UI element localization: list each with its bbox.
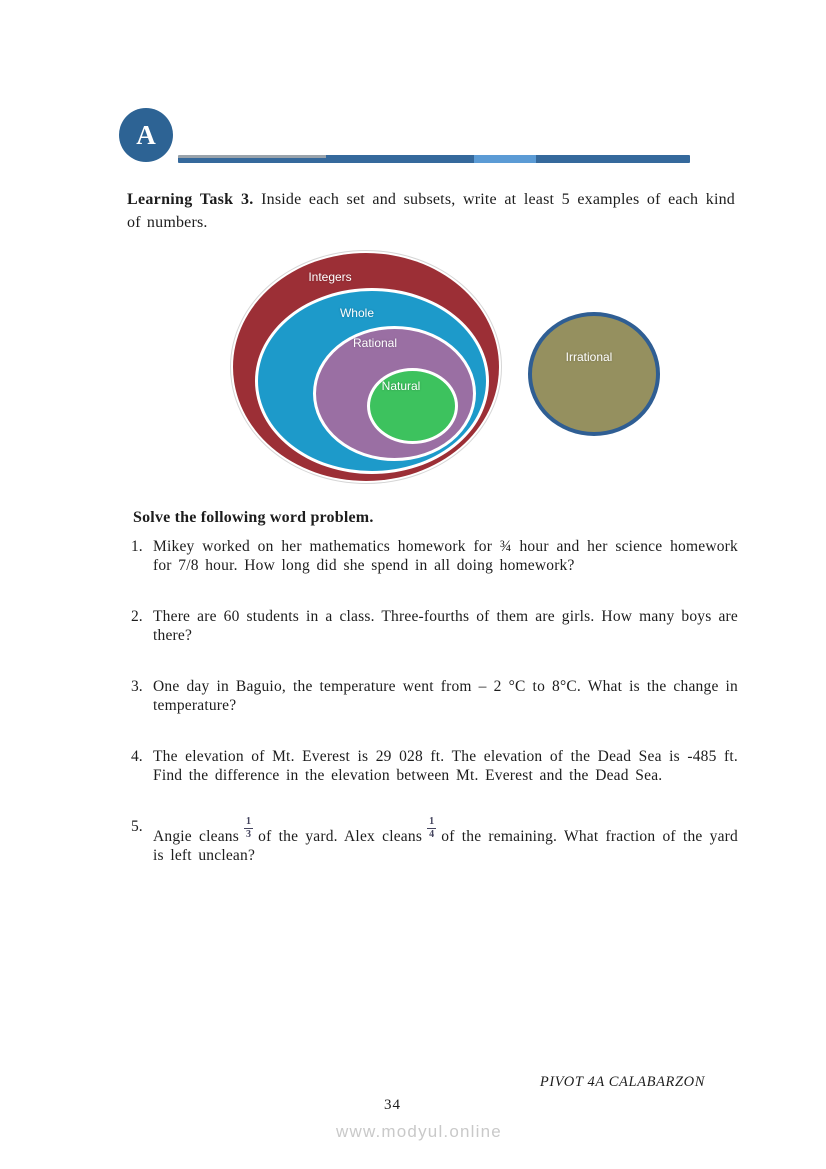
problem-item-1 — [131, 537, 738, 575]
solve-heading: Solve the following word problem. — [133, 509, 374, 526]
problem-item-3 — [131, 677, 738, 715]
learning-task-text: Inside each set and subsets, write at least 5 examples of each kind of numbers. — [127, 191, 735, 231]
problem-text — [153, 817, 738, 865]
set-label-natural: Natural — [381, 379, 421, 393]
learning-task-intro — [127, 188, 735, 234]
problem-number: 2. — [131, 608, 143, 625]
problem-number: 5. — [131, 818, 143, 835]
footer-brand: PIVOT 4A CALABARZON — [539, 1074, 705, 1090]
problem-item-5 — [131, 817, 738, 865]
problem-text: The elevation of Mt. Everest is 29 028 ft. The elevation of the Dead Sea is -485 ft. Find the difference in the elevation between Mt. Everest and the Dead Sea. — [153, 748, 738, 784]
header-rule — [178, 155, 690, 163]
set-label-irrational: Irrational — [565, 350, 613, 364]
learning-task-label: Learning Task 3. — [127, 191, 254, 208]
number-sets-diagram — [233, 253, 665, 487]
section-badge — [119, 108, 173, 162]
section-badge-letter: A — [136, 119, 156, 150]
problem-number: 1. — [131, 538, 143, 555]
problem-text: There are 60 students in a class. Three-fourths of them are girls. How many boys are there? — [153, 608, 738, 644]
set-label-rational: Rational — [352, 336, 398, 350]
fraction-denominator: 4 — [429, 829, 435, 840]
fraction-one-fourth — [427, 817, 436, 840]
watermark: www.modyul.online — [336, 1122, 502, 1141]
problem-text-segment: of the yard. Alex cleans — [258, 828, 423, 845]
fraction-numerator: 1 — [429, 816, 435, 827]
problem-text: Mikey worked on her mathematics homework for ¾ hour and her science homework for 7/8 hour. How long did she spend in all doing homework? — [153, 538, 738, 574]
fraction-one-third — [244, 817, 253, 840]
problem-item-4 — [131, 747, 738, 785]
problem-text-segment: Angie cleans — [153, 828, 239, 845]
problem-item-2 — [131, 607, 738, 645]
problems-list — [131, 537, 738, 865]
fraction-denominator: 3 — [245, 829, 252, 840]
page-number: 34 — [384, 1097, 401, 1113]
problem-text: One day in Baguio, the temperature went from – 2 °C to 8°C. What is the change in temperature? — [153, 678, 738, 714]
set-circle-irrational — [528, 312, 660, 436]
set-label-whole: Whole — [339, 306, 374, 320]
fraction-numerator: 1 — [245, 816, 252, 827]
set-label-integers: Integers — [308, 270, 352, 284]
problem-text-segment: of the remaining. What fraction of the yard is left unclean? — [153, 828, 738, 864]
problem-number: 3. — [131, 678, 143, 695]
problem-number: 4. — [131, 748, 143, 765]
